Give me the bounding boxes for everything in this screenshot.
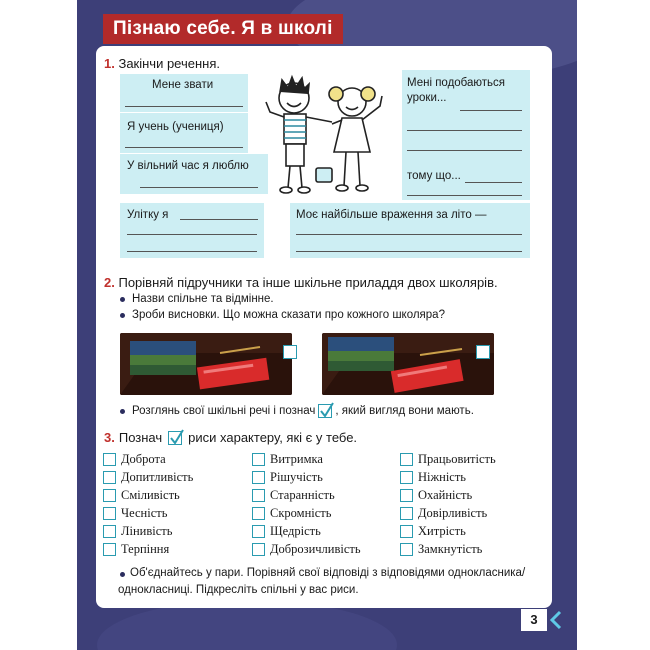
bullet-icon bbox=[120, 297, 125, 302]
trait-checkbox[interactable] bbox=[252, 453, 265, 466]
write-line[interactable] bbox=[407, 195, 522, 196]
trait-item[interactable] bbox=[103, 542, 169, 557]
write-line[interactable] bbox=[296, 251, 522, 252]
trait-label: Ніжність bbox=[418, 470, 467, 484]
label-impression: Моє найбільше враження за літо — bbox=[296, 209, 487, 221]
task1-heading bbox=[104, 56, 220, 71]
write-line[interactable] bbox=[407, 150, 522, 151]
task3-note: Об'єднайтесь у пари. Порівняй свої відповіді з відповідями однокласника/однокласниці. Підкресліть спільні у вас риси. bbox=[118, 567, 526, 596]
bullet-text: Зроби висновки. Що можна сказати про кожного школяра? bbox=[132, 309, 445, 321]
trait-checkbox[interactable] bbox=[252, 489, 265, 502]
trait-label: Чесність bbox=[121, 506, 168, 520]
trait-checkbox[interactable] bbox=[252, 525, 265, 538]
task1-number: 1. bbox=[104, 56, 115, 71]
kids-illustration bbox=[262, 72, 392, 202]
trait-label: Старанність bbox=[270, 488, 335, 502]
trait-item[interactable] bbox=[400, 506, 487, 521]
bullet-icon bbox=[120, 409, 125, 414]
books-on-desk-photo bbox=[322, 333, 494, 395]
task3-text: Познач bbox=[118, 430, 163, 445]
label-lessons: Мені подобаються уроки... bbox=[407, 77, 506, 104]
label-summer: Улітку я bbox=[127, 209, 169, 221]
compare-checkbox-1[interactable] bbox=[283, 345, 297, 359]
trait-item[interactable] bbox=[103, 488, 180, 503]
trait-item[interactable] bbox=[252, 524, 321, 539]
trait-item[interactable] bbox=[252, 470, 323, 485]
trait-checkbox[interactable] bbox=[400, 507, 413, 520]
label-because: тому що... bbox=[407, 170, 461, 182]
trait-item[interactable] bbox=[400, 470, 466, 485]
task3-text: риси характеру, які є у тебе. bbox=[188, 430, 358, 445]
trait-checkbox[interactable] bbox=[400, 471, 413, 484]
trait-checkbox[interactable] bbox=[400, 489, 413, 502]
task1-text: Закінчи речення. bbox=[118, 56, 220, 71]
task2-bullet bbox=[120, 309, 445, 321]
write-line[interactable] bbox=[125, 106, 243, 107]
trait-label: Доброзичливість bbox=[270, 542, 361, 556]
trait-item[interactable] bbox=[103, 524, 172, 539]
trait-checkbox[interactable] bbox=[103, 453, 116, 466]
page-arrow-icon bbox=[548, 609, 562, 631]
trait-checkbox[interactable] bbox=[252, 543, 265, 556]
bullet-icon bbox=[120, 313, 125, 318]
trait-checkbox[interactable] bbox=[103, 471, 116, 484]
trait-label: Замкнутість bbox=[418, 542, 483, 556]
trait-item[interactable] bbox=[103, 452, 166, 467]
trait-label: Витримка bbox=[270, 452, 323, 466]
trait-checkbox[interactable] bbox=[252, 507, 265, 520]
trait-item[interactable] bbox=[400, 542, 482, 557]
trait-item[interactable] bbox=[400, 488, 472, 503]
trait-checkbox[interactable] bbox=[103, 489, 116, 502]
trait-label: Доброта bbox=[121, 452, 166, 466]
trait-checkbox[interactable] bbox=[400, 453, 413, 466]
trait-checkbox[interactable] bbox=[103, 507, 116, 520]
task2-heading bbox=[104, 275, 498, 290]
write-line[interactable] bbox=[125, 147, 243, 148]
trait-item[interactable] bbox=[252, 488, 335, 503]
trait-label: Терпіння bbox=[121, 542, 170, 556]
trait-label: Скромність bbox=[270, 506, 332, 520]
trait-label: Хитрість bbox=[418, 524, 466, 538]
write-line[interactable] bbox=[180, 219, 258, 220]
task2-bullet bbox=[120, 293, 274, 305]
page-number: 3 bbox=[521, 609, 547, 631]
trait-label: Рішучість bbox=[270, 470, 323, 484]
checkmark-icon bbox=[168, 431, 182, 445]
write-line[interactable] bbox=[127, 251, 257, 252]
task3-heading bbox=[104, 430, 357, 445]
trait-item[interactable] bbox=[252, 542, 361, 557]
task2-text: Порівняй підручники та інше шкільне приладдя двох школярів. bbox=[118, 275, 498, 290]
compare-checkbox-2[interactable] bbox=[476, 345, 490, 359]
label-free-time: У вільний час я люблю bbox=[127, 160, 249, 172]
task2-footer bbox=[120, 404, 474, 418]
write-line[interactable] bbox=[460, 110, 522, 111]
trait-checkbox[interactable] bbox=[400, 525, 413, 538]
task3-number: 3. bbox=[104, 430, 115, 445]
trait-label: Щедрість bbox=[270, 524, 321, 538]
trait-label: Допитливість bbox=[121, 470, 194, 484]
page-title: Пізнаю себе. Я в школі bbox=[103, 14, 343, 44]
trait-item[interactable] bbox=[252, 506, 331, 521]
trait-item[interactable] bbox=[103, 470, 193, 485]
trait-label: Лінивість bbox=[121, 524, 173, 538]
label-name: Мене звати bbox=[152, 79, 214, 91]
write-line[interactable] bbox=[127, 234, 257, 235]
trait-checkbox[interactable] bbox=[103, 543, 116, 556]
bullet-text: Назви спільне та відмінне. bbox=[132, 293, 274, 305]
trait-checkbox[interactable] bbox=[400, 543, 413, 556]
task2-footer-text: Розглянь свої шкільні речі і познач bbox=[132, 405, 316, 417]
write-line[interactable] bbox=[140, 187, 258, 188]
trait-item[interactable] bbox=[400, 524, 466, 539]
task2-number: 2. bbox=[104, 275, 115, 290]
label-pupil: Я учень (учениця) bbox=[127, 121, 224, 133]
trait-item[interactable] bbox=[400, 452, 496, 467]
trait-item[interactable] bbox=[252, 452, 323, 467]
trait-label: Сміливість bbox=[121, 488, 180, 502]
write-line[interactable] bbox=[465, 182, 522, 183]
trait-checkbox[interactable] bbox=[252, 471, 265, 484]
trait-item[interactable] bbox=[103, 506, 167, 521]
write-line[interactable] bbox=[296, 234, 522, 235]
write-line[interactable] bbox=[407, 130, 522, 131]
books-on-desk-photo bbox=[120, 333, 292, 395]
checkmark-icon bbox=[318, 404, 332, 418]
task2-footer-text: , який вигляд вони мають. bbox=[335, 405, 474, 417]
trait-label: Довірливість bbox=[418, 506, 488, 520]
trait-checkbox[interactable] bbox=[103, 525, 116, 538]
trait-label: Охайність bbox=[418, 488, 473, 502]
trait-label: Працьовитість bbox=[418, 452, 496, 466]
